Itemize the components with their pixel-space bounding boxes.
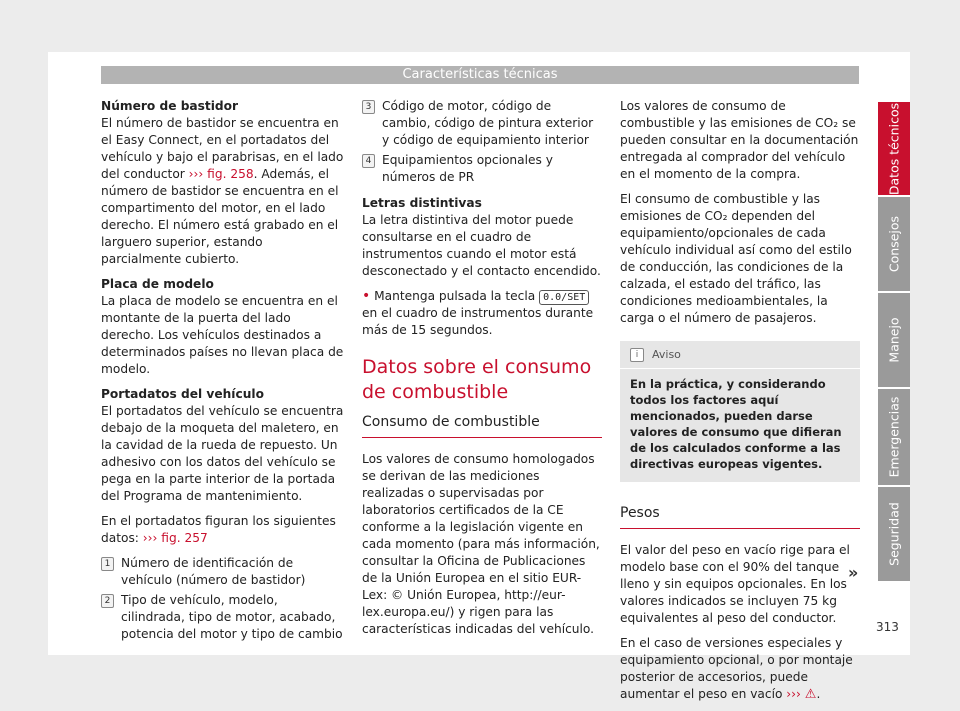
number-badge: 4 [362,154,375,168]
notice-text: En la práctica, y considerando todos los factores aquí mencionados, pueden darse valores de consumo que difieran de los calculados conforme a las directivas europeas vigentes. [630,377,842,471]
list-item-text: Tipo de vehículo, modelo, cilindrada, tipo de motor, acabado, potencia del motor y tipo de cambio [121,593,343,641]
figure-link-258[interactable]: ››› fig. 258 [188,167,254,181]
list-item [362,98,602,149]
tab-consejos[interactable]: Consejos [878,197,910,291]
number-badge: 1 [101,557,114,571]
list-item-text: Número de identificación de vehículo (número de bastidor) [121,556,306,587]
list-item [362,152,602,186]
tab-manejo[interactable]: Manejo [878,293,910,387]
notice-header [620,341,860,369]
column-1 [101,98,344,646]
notice-label: Aviso [652,348,681,361]
list-item [101,555,344,589]
paragraph-portadatos-datos: En el portadatos figuran los siguientes datos: ››› fig. 257 [101,514,336,545]
page-header: Características técnicas [101,66,859,84]
page-number: 313 [876,620,899,634]
paragraph-numero-bastidor: El número de bastidor se encuentra en el Easy Connect, en el portadatos del vehículo y bajo el parabrisas, en el lado del conductor ››› fig. 258. Además, el número de bastidor se encuentra en el compartimento del motor, en el lado derecho. El número está grabado en el larguero superior, estando parcialmente cubierto. [101,116,344,266]
paragraph-letras-distintivas: La letra distintiva del motor puede consultarse en el cuadro de instrumentos cuando el motor está desconectado y el contacto encendido. [362,213,601,278]
column-3 [620,98,860,711]
paragraph-consumo: Los valores de consumo homologados se derivan de las mediciones realizadas o supervisadas por laboratorios certificados de la CE conforme a la legislación vigente en cada momento (para más información, consultar la Oficina de Publicaciones de la Unión Europea en el sitio EUR-Lex: © Unión Europea, http://eur-lex.europa.eu/) y rigen para las características indicadas del vehículo. [362,452,600,636]
subsection-title-pesos: Pesos [620,505,660,521]
info-icon: i [630,348,644,362]
tab-seguridad[interactable]: Seguridad [878,487,910,581]
subsection-divider [362,437,602,438]
heading-portadatos: Portadatos del vehículo [101,387,264,401]
continue-arrow-icon: » [848,563,859,582]
paragraph-peso-vacio: El valor del peso en vacío rige para el modelo base con el 90% del tanque lleno y sin equipos opcionales. En los valores indicados se incluyen 75 kg equivalentes al peso del conductor. [620,543,850,625]
subsection-title-consumo: Consumo de combustible [362,414,540,430]
number-badge: 3 [362,100,375,114]
section-title-consumo: Datos sobre el consumo de combustible [362,356,592,403]
list-item-text: Equipamientos opcionales y números de PR [382,153,553,184]
bullet-instruction: • Mantenga pulsada la tecla 0.0/SET en el cuadro de instrumentos durante más de 15 segundos. [362,288,594,337]
heading-numero-bastidor: Número de bastidor [101,99,239,113]
list-item [101,592,344,643]
paragraph-portadatos: El portadatos del vehículo se encuentra debajo de la moqueta del maletero, en la cavidad de la rueda de repuesto. Un adhesivo con los datos del vehículo se pega en la parte interior de la portada del Programa de mantenimiento. [101,404,344,503]
heading-letras-distintivas: Letras distintivas [362,196,482,210]
list-item-text: Código de motor, código de cambio, código de pintura exterior y código de equipamiento interior [382,99,594,147]
tab-emergencias[interactable]: Emergencias [878,389,910,485]
heading-placa-modelo: Placa de modelo [101,277,214,291]
paragraph-emisiones: Los valores de consumo de combustible y las emisiones de CO₂ se pueden consultar en la documentación entregada al comprador del vehículo en el momento de la compra. [620,99,859,181]
subsection-divider [620,528,860,529]
paragraph-placa-modelo: La placa de modelo se encuentra en el montante de la puerta del lado derecho. Los vehículos destinados a determinados países no llevan placa de modelo. [101,294,344,376]
tab-datos-tecnicos[interactable]: Datos técnicos [878,102,910,195]
notice-box [620,341,860,482]
figure-link-257[interactable]: ››› fig. 257 [142,531,208,545]
column-2 [362,98,602,646]
number-badge: 2 [101,594,114,608]
warning-link[interactable]: ››› [786,687,801,701]
warning-triangle-icon: ⚠ [804,687,817,702]
paragraph-dependencias: El consumo de combustible y las emisiones de CO₂ dependen del equipamiento/opcionales de cada vehículo individual así como del estilo de conducción, las condiciones de la calzada, el estado del tráfico, las condiciones medioambientales, la carga o el número de pasajeros. [620,192,852,325]
paragraph-versiones-especiales: En el caso de versiones especiales y equipamiento opcional, o por montaje posterior de accesorios, puede aumentar el peso en vacío ››› ⚠. [620,636,853,702]
bullet-icon: • [362,288,371,304]
key-0-0-set: 0.0/SET [539,290,589,305]
